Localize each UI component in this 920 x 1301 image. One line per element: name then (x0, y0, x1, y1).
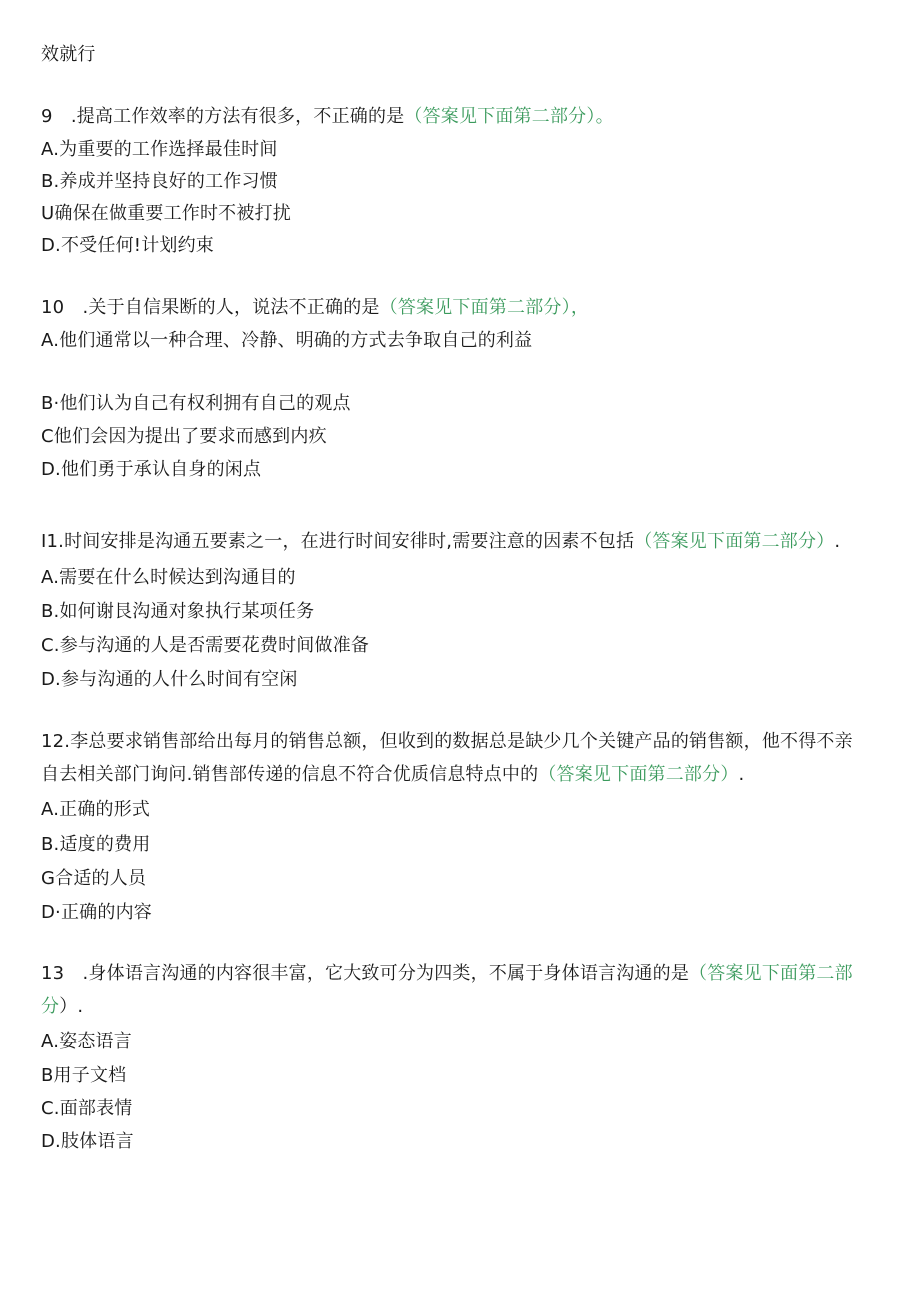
option-c: C他们会因为提出了要求而感到内疚 (41, 426, 327, 447)
option-b: B.适度的费用 (41, 834, 151, 855)
option-b: B·他们认为自己有权利拥有自己的观点 (41, 393, 351, 414)
question-stem-text: 10 .关于自信果断的人，说法不正确的是 (41, 297, 380, 318)
option-d: D.不受任何!计划约束 (41, 235, 214, 256)
option-c: G合适的人员 (41, 868, 147, 889)
question-stem-suffix: . (738, 764, 745, 785)
answer-hint: 分 (41, 996, 60, 1017)
option-d: D·正确的内容 (41, 902, 152, 923)
option-d: D.参与沟通的人什么时间有空闲 (41, 669, 298, 690)
option-a: A.为重要的工作选择最佳时间 (41, 139, 278, 160)
question-12-stem-line-2 (41, 763, 744, 787)
answer-hint: （答案见下面第二部分） (538, 764, 739, 785)
question-stem-text: 12.李总要求销售部给出每月的销售总额，但收到的数据总是缺少几个关键产品的销售额，他不得不亲 (41, 731, 853, 752)
question-13-stem-line-2 (41, 995, 83, 1019)
question-9-stem (41, 105, 614, 129)
question-stem-text: I1.时间安排是沟通五要素之一，在进行时间安徘时,需要注意的因素不包括 (41, 531, 635, 552)
option-a: A.正确的形式 (41, 799, 151, 820)
question-stem-text: 13 .身体语言沟通的内容很丰富，它大致可分为四类，不属于身体语言沟通的是 (41, 963, 690, 984)
option-a: A.他们通常以一种合理、冷静、明确的方式去争取自己的利益 (41, 330, 533, 351)
answer-hint: （答案见下面第二部 (689, 963, 853, 984)
question-13-stem-line-1 (41, 962, 853, 986)
option-c: C.参与沟通的人是否需要花费时间做准备 (41, 635, 370, 656)
option-d: D.他们勇于承认自身的闲点 (41, 459, 262, 480)
answer-hint: （答案见下面第二部分）， (379, 297, 590, 318)
top-fragment: 效就行 (41, 44, 96, 65)
option-b: B.如何谢艮沟通对象执行某项任务 (41, 601, 315, 622)
answer-hint: （答案见下面第二部分）。 (404, 106, 614, 127)
option-a: A.需要在什么时候达到沟通目的 (41, 567, 296, 588)
option-d: D.肢体语言 (41, 1131, 134, 1152)
question-10-stem (41, 296, 589, 320)
option-a: A.姿态语言 (41, 1031, 132, 1052)
question-stem-text: 自去相关部门询问.销售部传递的信息不符合优质信息特点中的 (41, 764, 539, 785)
option-c: C.面部表情 (41, 1098, 133, 1119)
question-12-stem-line-1 (41, 730, 853, 754)
question-stem-suffix: . (834, 531, 841, 552)
question-stem-suffix: ）. (59, 996, 84, 1017)
question-11-stem (41, 530, 840, 554)
option-c: U确保在做重要工作时不被打扰 (41, 203, 291, 224)
option-b: B用子文档 (41, 1065, 127, 1086)
question-stem-text: 9 .提高工作效率的方法有很多，不正确的是 (41, 106, 405, 127)
option-b: B.养成并坚持良好的工作习惯 (41, 171, 278, 192)
answer-hint: （答案见下面第二部分） (634, 531, 835, 552)
